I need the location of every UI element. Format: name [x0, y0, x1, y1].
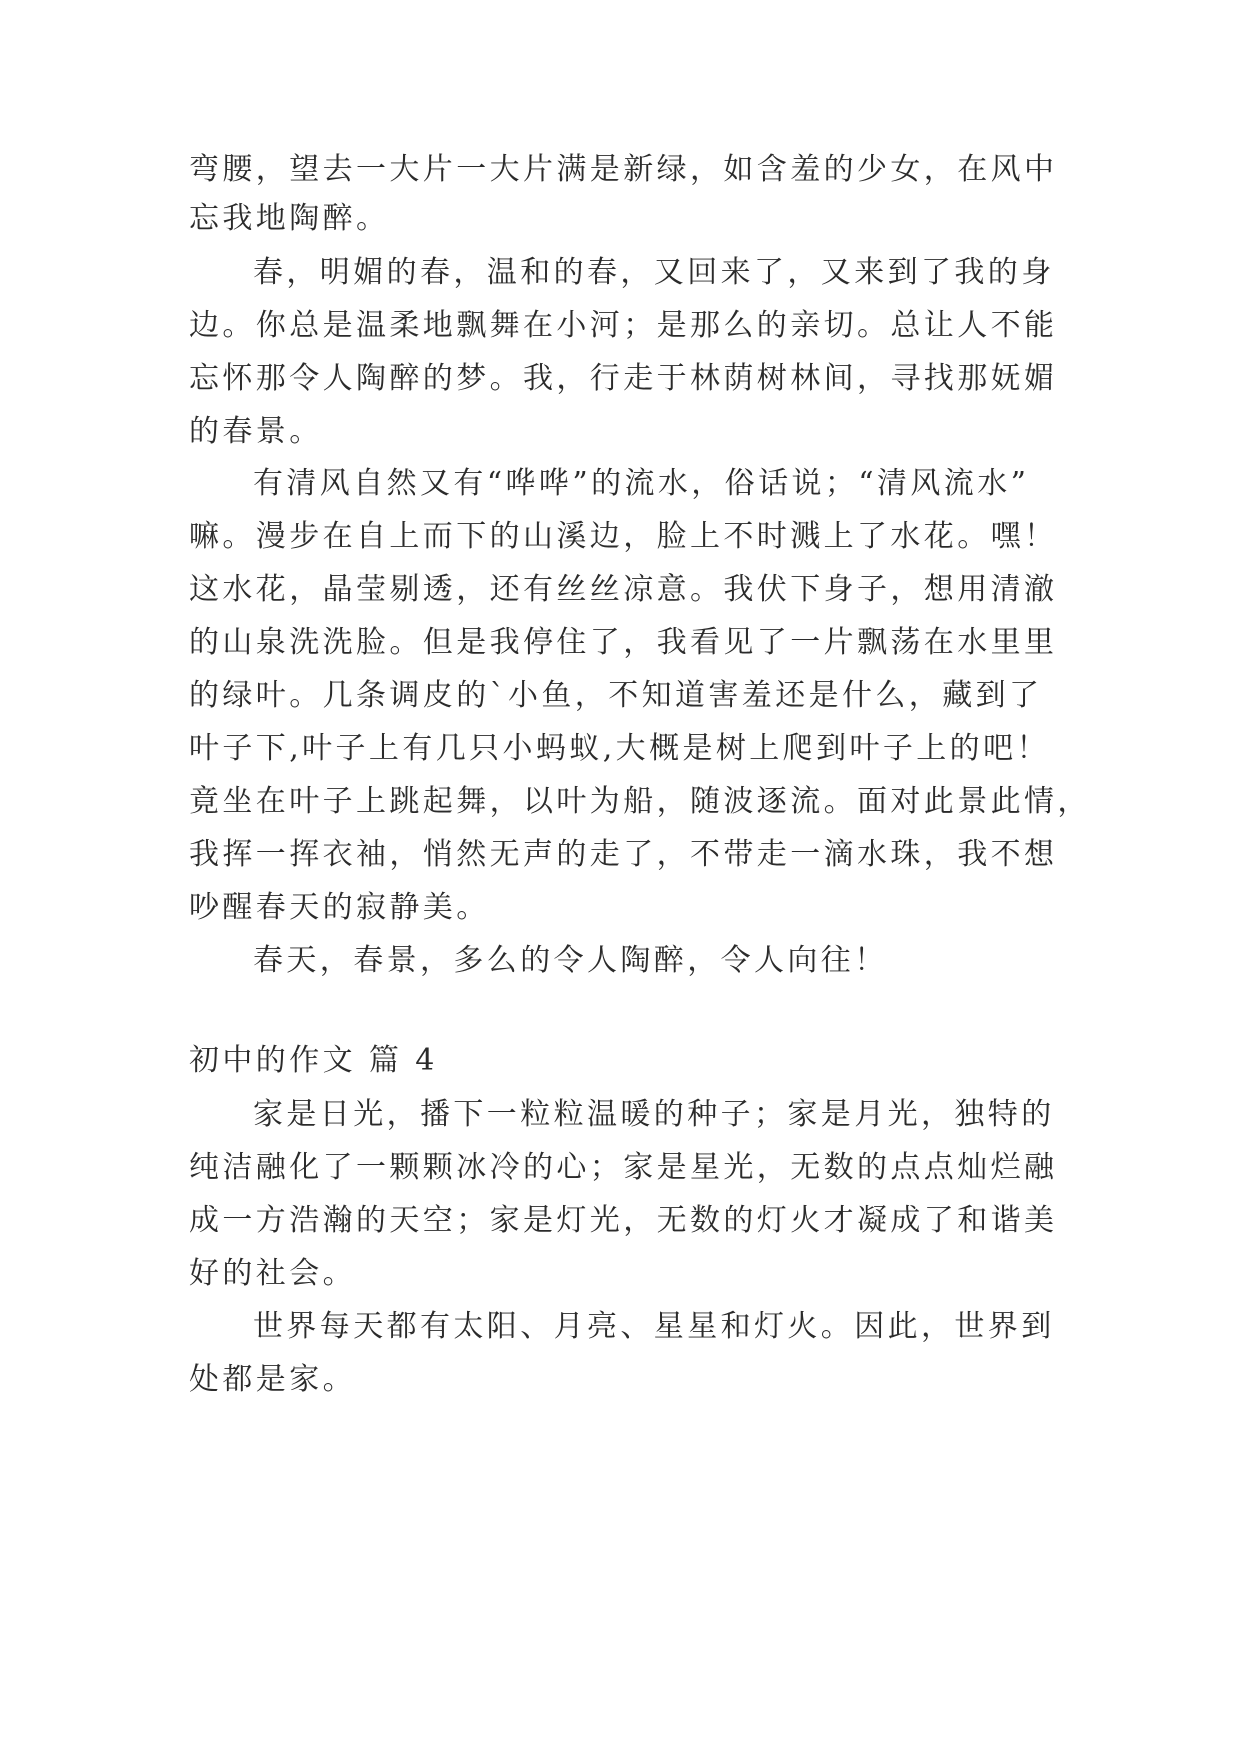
text-line: 好的社会。 — [189, 1256, 356, 1291]
text-line: 世界每天都有太阳、月亮、星星和灯火。因此，世界到 — [253, 1309, 1055, 1344]
text-line: 纯洁融化了一颗颗冰冷的心；家是星光，无数的点点灿烂融 — [189, 1150, 1058, 1185]
text-line: 处都是家。 — [189, 1362, 356, 1397]
text-line: 春天，春景，多么的令人陶醉，令人向往！ — [253, 943, 888, 978]
text-line: 我挥一挥衣袖，悄然无声的走了，不带走一滴水珠，我不想 — [189, 837, 1058, 872]
text-line: 家是日光，播下一粒粒温暖的种子；家是月光，独特的 — [253, 1097, 1055, 1132]
text-line: 的山泉洗洗脸。但是我停住了，我看见了一片飘荡在水里里 — [189, 625, 1058, 660]
text-line: 忘怀那令人陶醉的梦。我，行走于林荫树林间，寻找那妩媚 — [189, 361, 1058, 396]
text-line: 嘛。漫步在自上而下的山溪边，脸上不时溅上了水花。嘿！ — [189, 519, 1058, 554]
text-line: 春，明媚的春，温和的春，又回来了，又来到了我的身 — [253, 255, 1055, 290]
text-line: 边。你总是温柔地飘舞在小河；是那么的亲切。总让人不能 — [189, 308, 1058, 343]
text-line: 忘我地陶醉。 — [189, 201, 390, 236]
text-line: 吵醒春天的寂静美。 — [189, 890, 490, 925]
text-line: 这水花，晶莹剔透，还有丝丝凉意。我伏下身子，想用清澈 — [189, 572, 1058, 607]
text-line: 的绿叶。几条调皮的`小鱼，不知道害羞还是什么，藏到了 — [189, 678, 1043, 713]
text-line: 叶子下,叶子上有几只小蚂蚁,大概是树上爬到叶子上的吧！ — [189, 731, 1050, 766]
text-line: 竟坐在叶子上跳起舞，以叶为船，随波逐流。面对此景此情， — [189, 784, 1091, 819]
section-title: 初中的作文 篇 4 — [189, 1043, 438, 1078]
text-line: 有清风自然又有“哗哗”的流水，俗话说；“清风流水” — [253, 466, 1030, 501]
text-line: 弯腰，望去一大片一大片满是新绿，如含羞的少女，在风中 — [189, 152, 1058, 187]
text-line: 成一方浩瀚的天空；家是灯光，无数的灯火才凝成了和谐美 — [189, 1203, 1058, 1238]
text-line: 的春景。 — [189, 414, 323, 449]
